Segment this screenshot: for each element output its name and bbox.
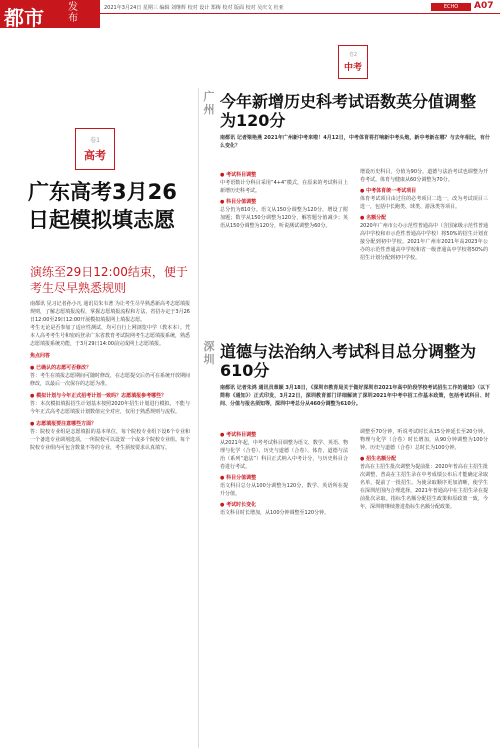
zhongkao-t5: 2020年广州市公办示范性普通高中（含国家级示范性普通高中学校和市示范性普通高中学校）将50%的招生计划直接分配到初中学校。2021年广州市2021年高2023年公办的示范性普通高中学校和省一级普通高中学校将50%的招生计划分配到初中学校。	[360, 223, 488, 261]
zhongkao-h3: ● 中考体育统一考试项目	[360, 188, 417, 194]
column-divider	[198, 88, 199, 748]
zhongkao-t3: 增设历史科目，分值为90分。道德与法治考试也调整为开卷考试。体育与健康从60分调整为70分。	[360, 169, 488, 183]
logo-main-text: 都市	[4, 6, 44, 30]
masthead	[0, 0, 500, 30]
zhongkao-h4: ● 名额分配	[360, 215, 387, 221]
gaokao-badge	[75, 128, 115, 170]
shenzhen-columns	[220, 428, 490, 743]
section-tag: ECHO	[431, 3, 471, 11]
logo-sub-text: 发布	[68, 2, 78, 24]
page-number: A07	[474, 1, 494, 11]
gaokao-answer-2: 答：本次模拟填报招生计划基本按照2020年招生计划进行模拟，不能与今年正式高考志愿填报计划数值完全对应，仅用于熟悉规则与流程。	[30, 401, 190, 415]
shenzhen-lead: 南都讯 记者朱鸿 通讯员章颖 3月18日，《深圳市教育局关于做好深圳市2021年高中阶段学校考试招生工作的通知》（以下简称《通知》）正式印发，3月22日，深圳教育部门详细解读了深圳2021年中考中招工作基本政策，包括考试科目、时间、分值与报名须知等，深圳中考总分从460分调整为610分。	[220, 385, 490, 407]
zhongkao-badge-label: 中考	[343, 63, 362, 73]
gaokao-question-1: ● 已确认的志愿可否修改？	[30, 365, 92, 371]
zhongkao-columns	[220, 168, 490, 338]
zhongkao-lead: 南都讯 记者梁艳燕 2021年广州新中考来啦！4月12日，中考体育将打响新中考头炮，新中考新在哪？与去年相比，有什么变化？	[220, 135, 490, 149]
zhongkao-col-left	[220, 168, 348, 230]
gaokao-body	[30, 300, 190, 452]
gaokao-answer-1: 答：考生在填报志愿期间可随时修改，在志愿提交后仍可在系统开放期间修改，以最后一次保存的志愿为准。	[30, 373, 191, 387]
gaokao-headline: 广东高考3月26日起模拟填志愿	[28, 180, 177, 232]
shenzhen-headline: 道德与法治纳入考试科目总分调整为610分	[220, 342, 477, 380]
zhongkao-badge	[338, 45, 368, 79]
shenzhen-col-right	[360, 428, 488, 511]
shenzhen-t5: 普高在主招生批次调整为提前批：2020年普高在主招生批次调整，普高在主招生录在中考成绩公布后才能确定录取名单，提前了一批招生。为使录取顺序更加清晰，使学生在深圳范围内合理选择，2021年普通高中在主招生录在提前批次录取。指标生名额分配招生政策和原政策一致，今年，深圳将继续推进指标生名额分配政策。	[360, 464, 488, 510]
gaokao-answer-3: 答：院校专业组是志愿填报的基本单位，每个院校专业组下设6个专业和一个备选专业调剂选项，一所院校可以设置一个或多个院校专业组。每个院校专业组内可包含数量不等的专业，考生须按要求认真填写。	[30, 429, 191, 451]
shenzhen-h3: ● 考试时长变化	[220, 502, 257, 508]
issue-info-line: 2021年3月24日 星期三 编辑 刘继辉 校对 设计 郑梅 校对 版面 校对 吴庆文 杜亚	[104, 5, 284, 11]
shenzhen-t2: 语文科目总分从100分调整为120分，数学、英语所在提升分值。	[220, 483, 348, 497]
zhongkao-h1: ● 考试科目调整	[220, 172, 257, 178]
zhongkao-t4: 体育考试项目由过往的必考项目二选一，改为考试项目三选一，包括中长跑类、球类、游泳类等项目。	[360, 196, 488, 210]
newspaper-logo	[0, 0, 100, 28]
gaokao-badge-label: 高考	[84, 149, 106, 162]
gaokao-deck: 演练至29日12:00结束，便于考生尽早熟悉规则	[30, 265, 188, 295]
gaokao-badge-num: 卷1	[90, 137, 100, 144]
gaokao-qa-heading: 焦点问答	[30, 353, 51, 359]
gaokao-lead: 南都讯 见习记者孙小凡 通讯员朱韦著 为让考生尽早熟悉新高考志愿填报规则，了解志愿填报流程，掌握志愿填报流程和方法，省招办定于3月26日12:00至29日12:00开展模拟填报网上填报志愿。	[30, 301, 190, 323]
gaokao-question-2: ● 模拟计划与今年正式招考计划一致吗？志愿填报参考哪些？	[30, 393, 167, 399]
shenzhen-t4: 调整至70分钟，听说考试时长从15分钟延长至20分钟。物理与化学（合卷）时长增加，从90分钟调整为100分钟。历史与道德（合卷）总时长为100分钟。	[360, 429, 488, 451]
zhongkao-h2: ● 科目分值调整	[220, 199, 257, 205]
shenzhen-h2: ● 科目分值调整	[220, 475, 257, 481]
gaokao-paragraph: 考生无论是否参加了适应性测试，均可自行上网浏览中学（教本本）。凭本人高考考生号和密码登录广东省教育考试院网考生志愿填报系统，熟悉志愿填报系统功能，于3月29日14:00前完成网上志愿填报。	[30, 325, 191, 347]
zhongkao-col-right	[360, 168, 488, 262]
zhongkao-t2: 总分仍为810分。语文从150分调整为120分，增设了附加题；数学从150分调整为120分，解答题分值减少；英语从150分调整为120分，听说测试调整为60分。	[220, 207, 348, 229]
shenzhen-h4: ● 招生名额分配	[360, 456, 397, 462]
gaokao-question-3: ● 志愿填报要注意哪些方面？	[30, 421, 97, 427]
shenzhen-t1: 从2021年起，中考考试科目调整为语文、数学、英语、物理与化学（合卷）、历史与道德（合卷）、体育，道德与法治（系列“道法”）科目正式纳入中考计分，与历史科目合卷进行考试。	[220, 440, 348, 470]
shenzhen-tag: 深圳	[203, 340, 215, 366]
zhongkao-badge-num: 卷2	[348, 52, 358, 58]
zhongkao-headline: 今年新增历史科考试语数英分值调整为120分	[220, 92, 477, 130]
zhongkao-t1: 中考语数计分科目采用“4+4”模式，在原来的考试科目上新增历史科考试。	[220, 180, 348, 194]
shenzhen-h1: ● 考试科目调整	[220, 432, 257, 438]
shenzhen-col-left	[220, 428, 348, 517]
shenzhen-t3: 语文科目时长增加，从100分钟调整至120分钟。	[220, 510, 330, 516]
header-rule	[100, 13, 500, 14]
guangzhou-tag: 广州	[203, 90, 215, 116]
